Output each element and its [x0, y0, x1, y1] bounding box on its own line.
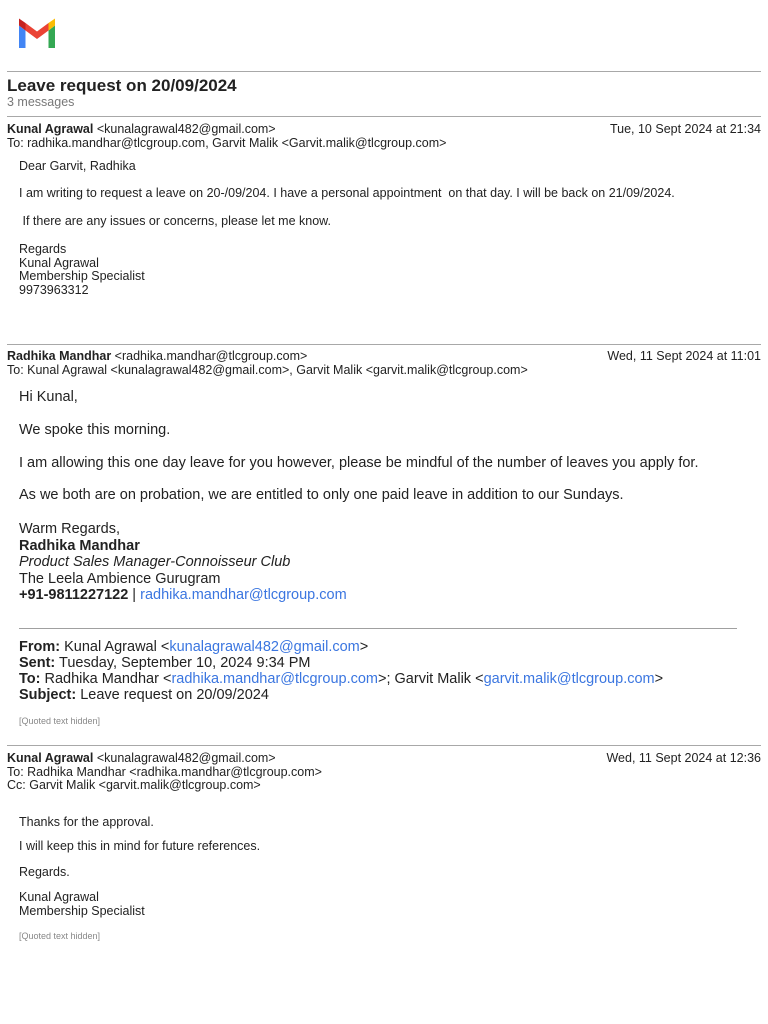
message-recipients: To: Kunal Agrawal <kunalagrawal482@gmail.com>, Garvit Malik <garvit.malik@tlcgroup.com> — [7, 363, 528, 377]
sender-name: Kunal Agrawal — [7, 751, 94, 765]
message-paragraph: We spoke this morning. — [19, 422, 171, 438]
quoted-sent-value: Tuesday, September 10, 2024 9:34 PM — [55, 655, 311, 671]
message-sender[interactable] — [7, 349, 307, 363]
quoted-sent-label: Sent: — [19, 655, 56, 671]
message-paragraph: I am writing to request a leave on 20-/09/204. I have a personal appointment on that day. I will be back on 21/09/2024. — [19, 186, 675, 200]
sender-email: <kunalagrawal482@gmail.com> — [96, 122, 276, 136]
message-paragraph: Regards. — [19, 865, 70, 879]
message-paragraph: Thanks for the approval. — [19, 815, 154, 829]
message-divider — [7, 344, 761, 345]
signature-contact — [19, 587, 347, 603]
sender-email: <kunalagrawal482@gmail.com> — [96, 751, 276, 765]
quoted-text-hidden-toggle[interactable]: [Quoted text hidden] — [19, 716, 101, 726]
signature-email-link[interactable]: radhika.mandhar@tlcgroup.com — [140, 587, 347, 603]
quoted-subject-label: Subject: — [19, 687, 77, 703]
quoted-from-email-link[interactable]: kunalagrawal482@gmail.com — [169, 639, 360, 655]
sender-email: <radhika.mandhar@tlcgroup.com> — [114, 349, 308, 363]
message-date: Wed, 11 Sept 2024 at 12:36 — [606, 751, 761, 765]
message-paragraph: I am allowing this one day leave for you however, please be mindful of the number of leaves you apply for. — [19, 455, 699, 471]
message-recipients: To: radhika.mandhar@tlcgroup.com, Garvit Malik <Garvit.malik@tlcgroup.com> — [7, 136, 447, 150]
message-recipients: To: Radhika Mandhar <radhika.mandhar@tlcgroup.com> — [7, 765, 322, 779]
message-divider — [7, 116, 761, 117]
signature-name: Radhika Mandhar — [19, 538, 140, 554]
message-paragraph: I will keep this in mind for future references. — [19, 839, 261, 853]
quote-divider — [19, 628, 737, 629]
signature-org: The Leela Ambience Gurugram — [19, 571, 221, 587]
message-count: 3 messages — [7, 95, 75, 109]
message-greeting: Hi Kunal, — [19, 389, 78, 405]
message-sender[interactable] — [7, 751, 276, 765]
quoted-to-mid: >; Garvit Malik < — [378, 671, 484, 687]
message-closing: Warm Regards, — [19, 521, 120, 537]
signature-title: Product Sales Manager-Connoisseur Club — [19, 554, 291, 570]
header-divider — [7, 71, 761, 72]
message-sender[interactable] — [7, 122, 276, 136]
quoted-cc-email-link[interactable]: garvit.malik@tlcgroup.com — [483, 671, 655, 687]
message-date: Tue, 10 Sept 2024 at 21:34 — [609, 122, 761, 136]
quoted-from-name: Kunal Agrawal < — [60, 639, 170, 655]
message-paragraph: As we both are on probation, we are entitled to only one paid leave in addition to our Sundays. — [19, 487, 624, 503]
sender-name: Kunal Agrawal — [7, 122, 94, 136]
message-signature: Regards Kunal Agrawal Membership Specialist 9973963312 — [19, 242, 145, 297]
quoted-to-name: Radhika Mandhar < — [40, 671, 172, 687]
quoted-from-close: > — [359, 639, 369, 655]
quoted-to — [19, 671, 663, 687]
message-paragraph: If there are any issues or concerns, please let me know. — [19, 214, 331, 228]
quoted-text-hidden-toggle[interactable]: [Quoted text hidden] — [19, 931, 101, 941]
message-greeting: Dear Garvit, Radhika — [19, 159, 136, 173]
quoted-sent — [19, 655, 311, 671]
quoted-from-label: From: — [19, 639, 61, 655]
message-divider — [7, 745, 761, 746]
signature-separator: | — [128, 587, 141, 603]
quoted-to-label: To: — [19, 671, 41, 687]
thread-subject: Leave request on 20/09/2024 — [7, 76, 237, 95]
quoted-from — [19, 639, 368, 655]
message-date: Wed, 11 Sept 2024 at 11:01 — [607, 349, 761, 363]
signature-phone: +91-9811227122 — [19, 587, 129, 603]
quoted-subject-value: Leave request on 20/09/2024 — [76, 687, 269, 703]
quoted-subject — [19, 687, 269, 703]
message-signature: Kunal Agrawal Membership Specialist — [19, 890, 145, 918]
quoted-to-close: > — [654, 671, 664, 687]
message-cc: Cc: Garvit Malik <garvit.malik@tlcgroup.com> — [7, 778, 261, 792]
gmail-logo-icon — [16, 18, 58, 50]
quoted-to-email-link[interactable]: radhika.mandhar@tlcgroup.com — [171, 671, 378, 687]
sender-name: Radhika Mandhar — [7, 349, 112, 363]
